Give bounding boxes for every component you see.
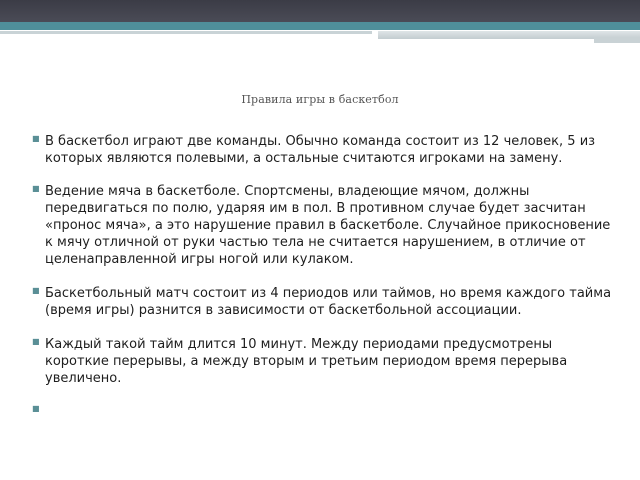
bullet-text: В баскетбол играют две команды. Обычно команда состоит из 12 человек, 5 из которых являются полевыми, а остальные считаются игроками на замену. <box>45 134 596 166</box>
square-bullet-icon: ■ <box>32 134 40 143</box>
bullet-item <box>30 183 618 268</box>
header-divider-tip <box>594 37 640 43</box>
bullet-text: Баскетбольный матч состоит из 4 периодов или таймов, но время каждого тайма (время игры) разнится в зависимости от баскетбольной ассоциации. <box>45 286 612 318</box>
empty-bullet <box>30 403 618 415</box>
header-accent-stripe <box>0 22 640 30</box>
header-band <box>0 0 640 22</box>
bullet-item <box>30 336 618 387</box>
header-divider-left <box>0 31 372 34</box>
bullet-item <box>30 285 618 319</box>
slide-title: Правила игры в баскетбол <box>241 93 399 106</box>
square-bullet-icon: ■ <box>32 404 40 413</box>
bullet-text: Ведение мяча в баскетболе. Спортсмены, владеющие мячом, должны передвигаться по полю, ударяя им в пол. В противном случае будет засчитан «пронос мяча», а это нарушение правил в баскетболе. Случайное прикосновение к мячу отличной от руки частью тела не считается нарушением, в отличие от целенаправленной игры ногой или кулаком. <box>45 184 611 267</box>
square-bullet-icon: ■ <box>32 184 40 193</box>
bullet-text: Каждый такой тайм длится 10 минут. Между периодами предусмотрены короткие перерывы, а между вторым и третьим периодом время перерыва увеличено. <box>45 337 568 386</box>
square-bullet-icon: ■ <box>32 337 40 346</box>
bullet-item <box>30 133 618 167</box>
square-bullet-icon: ■ <box>32 286 40 295</box>
slide-body <box>30 133 618 415</box>
